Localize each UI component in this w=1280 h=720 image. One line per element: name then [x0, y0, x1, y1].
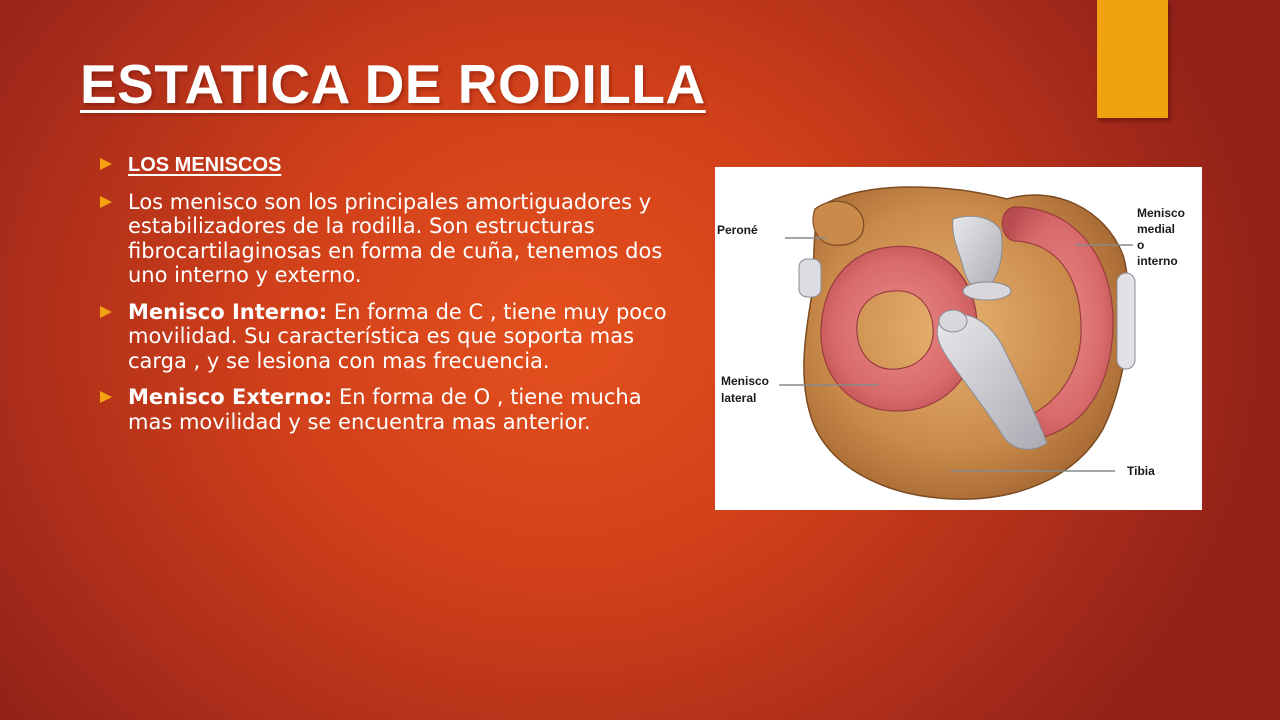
internal-meniscus-text: En forma de C , tiene muy poco movilidad. Su característica es que soporta mas carga , y se lesiona con mas frecuencia.: [128, 299, 667, 373]
medial-collateral-shape: [1117, 273, 1135, 369]
label-lateral-line-2: lateral: [721, 391, 757, 405]
lateral-collateral-shape: [799, 259, 821, 297]
bullet-heading: [100, 152, 680, 178]
bullet-intro: [100, 190, 680, 288]
label-medial-line-4: interno: [1137, 254, 1178, 268]
label-tibia: Tibia: [1127, 464, 1155, 478]
bullet-arrow-icon: [100, 391, 112, 403]
slide-title: ESTATICA DE RODILLA: [80, 53, 706, 115]
external-meniscus-lead: Menisco Externo:: [128, 385, 333, 409]
bullet-arrow-icon: [100, 306, 112, 318]
bullet-list: [100, 152, 680, 446]
bullet-external-meniscus: [100, 385, 680, 434]
label-lateral-line-1: Menisco: [721, 374, 770, 388]
internal-meniscus-lead: Menisco Interno:: [128, 299, 328, 324]
intro-text: Los menisco son los principales amortiguadores y estabilizadores de la rodilla. Son estructuras fibrocartilaginosas en forma de cuña, tenemos dos uno interno y externo.: [128, 189, 663, 287]
accent-tab: [1097, 0, 1168, 118]
bullet-arrow-icon: [100, 196, 112, 208]
external-meniscus-text: En forma de O , tiene mucha mas movilidad y se encuentra mas anterior.: [128, 385, 642, 434]
bullet-arrow-icon: [100, 158, 112, 170]
ligament-stump-center: [939, 310, 967, 332]
bullet-internal-meniscus: [100, 300, 680, 374]
label-medial-line-2: medial: [1137, 222, 1176, 236]
ligament-stump-upper: [963, 282, 1011, 300]
knee-meniscus-drawing: [715, 167, 1202, 510]
section-heading: LOS MENISCOS: [128, 154, 282, 176]
label-medial-line-3: o: [1137, 238, 1145, 252]
label-perone: Peroné: [717, 223, 758, 237]
meniscus-illustration: [715, 167, 1202, 510]
label-medial-line-1: Menisco: [1137, 206, 1186, 220]
